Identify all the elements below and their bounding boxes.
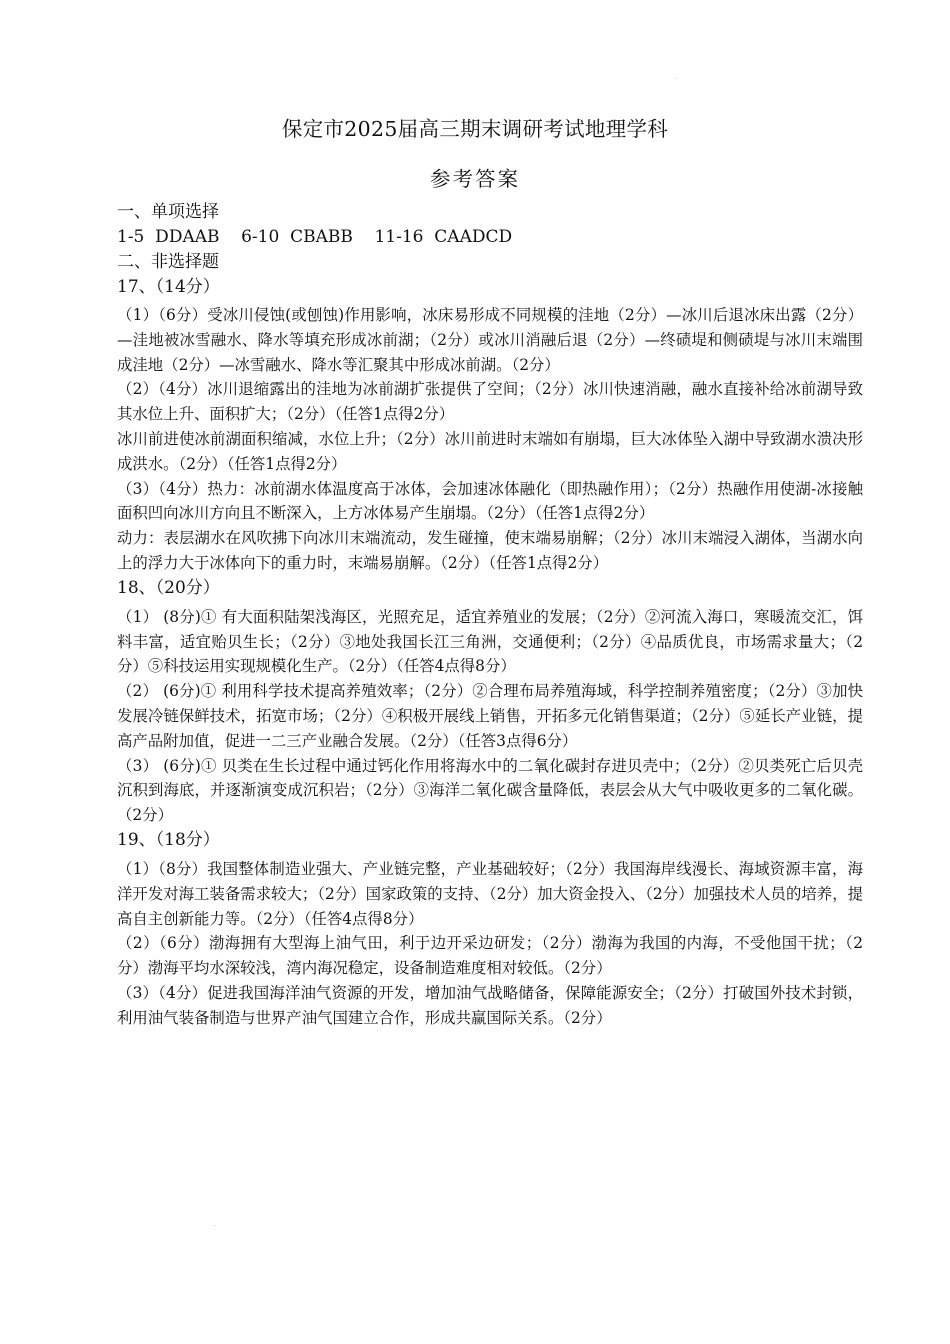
answer-content (117, 200, 863, 1031)
q18-heading: 18、（20分） (117, 577, 220, 598)
section-heading-non-choice: 二、非选择题 (117, 252, 219, 272)
q17-part2-alt: 冰川前进使冰前湖面积缩减，水位上升；（2分）冰川前进时末端如有崩塌，巨大冰体坠入湖中导致湖水溃决形成洪水。（2分）（任答1点得2分） (117, 429, 863, 473)
document-title: 保定市2025届高三期末调研考试地理学科 (281, 117, 669, 141)
document-subtitle: 参考答案 (430, 167, 520, 191)
q17-heading: 17、（14分） (117, 277, 220, 297)
q19-part3: （3）（4分）促进我国海洋油气资源的开发，增加油气战略储备，保障能源安全；（2分）打破国外技术封锁，利用油气装备制造与世界产油气国建立合作，形成共赢国际关系。（2分） (117, 983, 863, 1027)
q17-part3-dynamic: 动力：表层湖水在风吹拂下向冰川末端流动，发生碰撞，使末端易崩解；（2分）冰川末端浸入湖体，当湖水向上的浮力大于冰体向下的重力时，末端易崩解。（2分）（任答1点得2分） (117, 529, 863, 572)
scan-speck-bottom: · (214, 1223, 216, 1230)
q17-part2: （2）（4分）冰川退缩露出的洼地为冰前湖扩张提供了空间；（2分）冰川快速消融，融水直接补给冰前湖导致其水位上升、面积扩大；（2分）（任答1点得2分） (117, 380, 863, 424)
q18-part3: （3） (6分)① 贝类在生长过程中通过钙化作用将海水中的二氧化碳封存进贝壳中；（2分）②贝类死亡后贝壳沉积到海底，并逐渐演变成沉积岩；（2分）③海洋二氧化碳含量降低，表层会从大气中吸收更多的二氧化碳。（2分） (117, 756, 863, 825)
q19-part1: （1）（8分）我国整体制造业强大、产业链完整，产业基础较好；（2分）我国海岸线漫长、海域资源丰富，海洋开发对海工装备需求较大；（2分）国家政策的支持、（2分）加大资金投入、（2分）加强技术人员的培养，提高自主创新能力等。（2分）（任答4点得8分） (117, 859, 863, 928)
q19-heading: 19、（18分） (117, 829, 220, 850)
q17-part3-thermal: （3）（4分）热力：冰前湖水体温度高于冰体，会加速冰体融化（即热融作用）；（2分）热融作用使湖-冰接触面积凹向冰川方向且不断深入，上方冰体易产生崩塌。（2分）（任答1点得2分） (117, 479, 863, 523)
q19-part2: （2）（6分）渤海拥有大型海上油气田，利于边开采边研发；（2分）渤海为我国的内海，不受他国干扰；（2分）渤海平均水深较浅，湾内海况稳定，设备制造难度相对较低。（2分） (117, 934, 863, 978)
q18-part1: （1） (8分)① 有大面积陆架浅海区，光照充足，适宜养殖业的发展；（2分）②河流入海口，寒暖流交汇，饵料丰富，适宜贻贝生长；（2分）③地处我国长江三角洲，交通便利；（2分）④品质优良，市场需求量大；（2分）⑤科技运用实现规模化生产。（2分）（任答4点得8分） (117, 607, 863, 676)
q18-part2: （2） (6分)① 利用科学技术提高养殖效率；（2分）②合理布局养殖海域，科学控制养殖密度；（2分）③加快发展冷链保鲜技术，拓宽市场；（2分）④积极开展线上销售，开拓多元化销售渠道；（2分）⑤延长产业链，提高产品附加值，促进一二三产业融合发展。（2分）（任答3点得6分） (117, 682, 863, 750)
q17-part1: （1）（6分）受冰川侵蚀(或刨蚀)作用影响，冰床易形成不同规模的洼地（2分）—冰川后退冰床出露（2分）—洼地被冰雪融水、降水等填充形成冰前湖；（2分）或冰川消融后退（2分）—终碛堤和侧碛堤与冰川末端围成洼地（2分）—冰雪融水、降水等汇聚其中形成冰前湖。（2分） (117, 306, 863, 374)
scan-speck-top: · (675, 76, 677, 83)
section-heading-single-choice: 一、单项选择 (117, 202, 219, 222)
choice-answers: 1-5 DDAAB 6-10 CBABB 11-16 CAADCD (117, 227, 513, 247)
